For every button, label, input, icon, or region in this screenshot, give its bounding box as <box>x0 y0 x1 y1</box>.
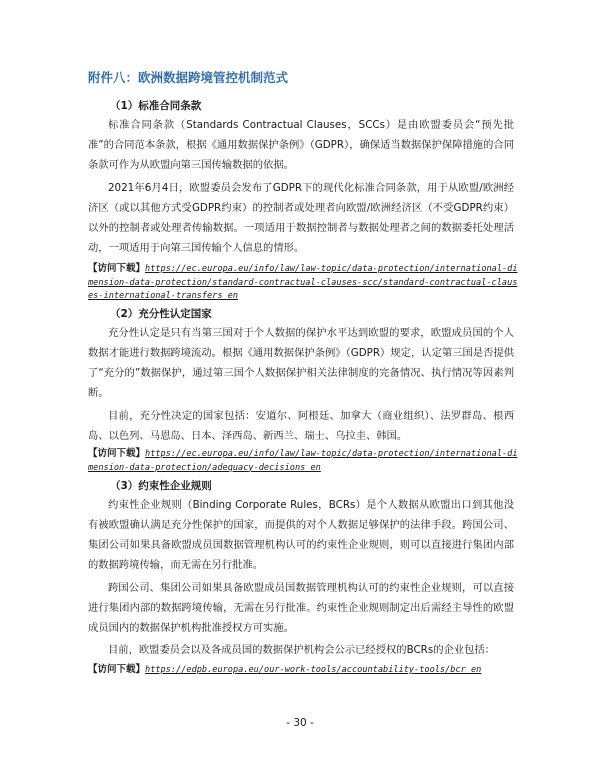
paragraph-adequacy-definition: 充分性认定是只有当第三国对于个人数据的保护水平达到欧盟的要求，欧盟成员国的个人数据才能进行数据跨境流动。根据《通用数据保护条例》（GDPR）规定，认定第三国是否提供了“充分的”数据保护，通过第三国个人数据保护相关法律制度的完备情况、执行情况等因素判断。 <box>88 327 514 399</box>
paragraph-adequacy-countries: 目前，充分性决定的国家包括：安道尔、阿根廷、加拿大（商业组织）、法罗群岛、根西岛、以色列、马恩岛、日本、泽西岛、新西兰、瑞士、乌拉圭、韩国。 <box>88 410 514 442</box>
download-url[interactable]: https://ec.europa.eu/info/law/law-topic/data-protection/international-dimension-data-protection/adequacy-decisions_en <box>88 449 518 473</box>
page-number: - 30 - <box>286 717 314 729</box>
download-label: 【访问下载】 <box>88 664 146 675</box>
paragraph-bcr-definition: 约束性企业规则（Binding Corporate Rules，BCRs）是个人数据从欧盟出口到其他没有被欧盟确认满足充分性保护的国家，而提供的对个人数据足够保护的法律手段。跨国公司、集团公司如果具备欧盟成员国数据管理机构认可的约束性企业规则，则可以直接进行集团内部的数据跨境传输，而无需在另行批准。 <box>88 499 514 571</box>
download-label: 【访问下载】 <box>88 263 146 274</box>
section-title-adequacy: （2）充分性认定国家 <box>110 308 212 320</box>
paragraph-scc-definition: 标准合同条款（Standards Contractual Clauses，SCCs）是由欧盟委员会“预先批准”的合同范本条款，根据《通用数据保护条例》（GDPR），确保适当数据保护保障措施的合同条款可作为从欧盟向第三国传输数据的依据。 <box>88 119 514 171</box>
paragraph-scc-2021: 2021年6月4日，欧盟委员会发布了GDPR下的现代化标准合同条款，用于从欧盟/欧洲经济区（或以其他方式受GDPR约束）的控制者或处理者向欧盟/欧洲经济区（不受GDPR约束）以外的控制者或处理者传输数据。一项适用于数据控制者与数据处理者之间的数据委托处理活动，一项适用于向第三国传输个人信息的情形。 <box>88 182 514 254</box>
section-title-scc: （1）标准合同条款 <box>110 100 202 112</box>
download-link-scc[interactable] <box>88 262 518 304</box>
download-label: 【访问下载】 <box>88 448 146 459</box>
section-title-bcr: （3）约束性企业规则 <box>110 480 212 492</box>
download-link-bcr[interactable] <box>88 663 518 678</box>
download-link-adequacy[interactable] <box>88 447 518 475</box>
paragraph-bcr-approval: 跨国公司、集团公司如果具备欧盟成员国数据管理机构认可的约束性企业规则，可以直接进行集团内部的数据跨境传输，无需在另行批准。约束性企业规则制定出后需经主导性的欧盟成员国内的数据保护机构批准授权方可实施。 <box>88 582 514 634</box>
paragraph-bcr-current: 目前，欧盟委员会以及各成员国的数据保护机构会公示已经授权的BCRs的企业包括： <box>108 644 495 656</box>
download-url[interactable]: https://ec.europa.eu/info/law/law-topic/data-protection/international-dimension-data-protection/standard-contractual-clauses-scc/standard-contractual-clauses-international-transfers_en <box>88 264 518 301</box>
download-url[interactable]: https://edpb.europa.eu/our-work-tools/accountability-tools/bcr_en <box>145 665 482 675</box>
page-heading: 附件八：欧洲数据跨境管控机制范式 <box>88 70 289 85</box>
